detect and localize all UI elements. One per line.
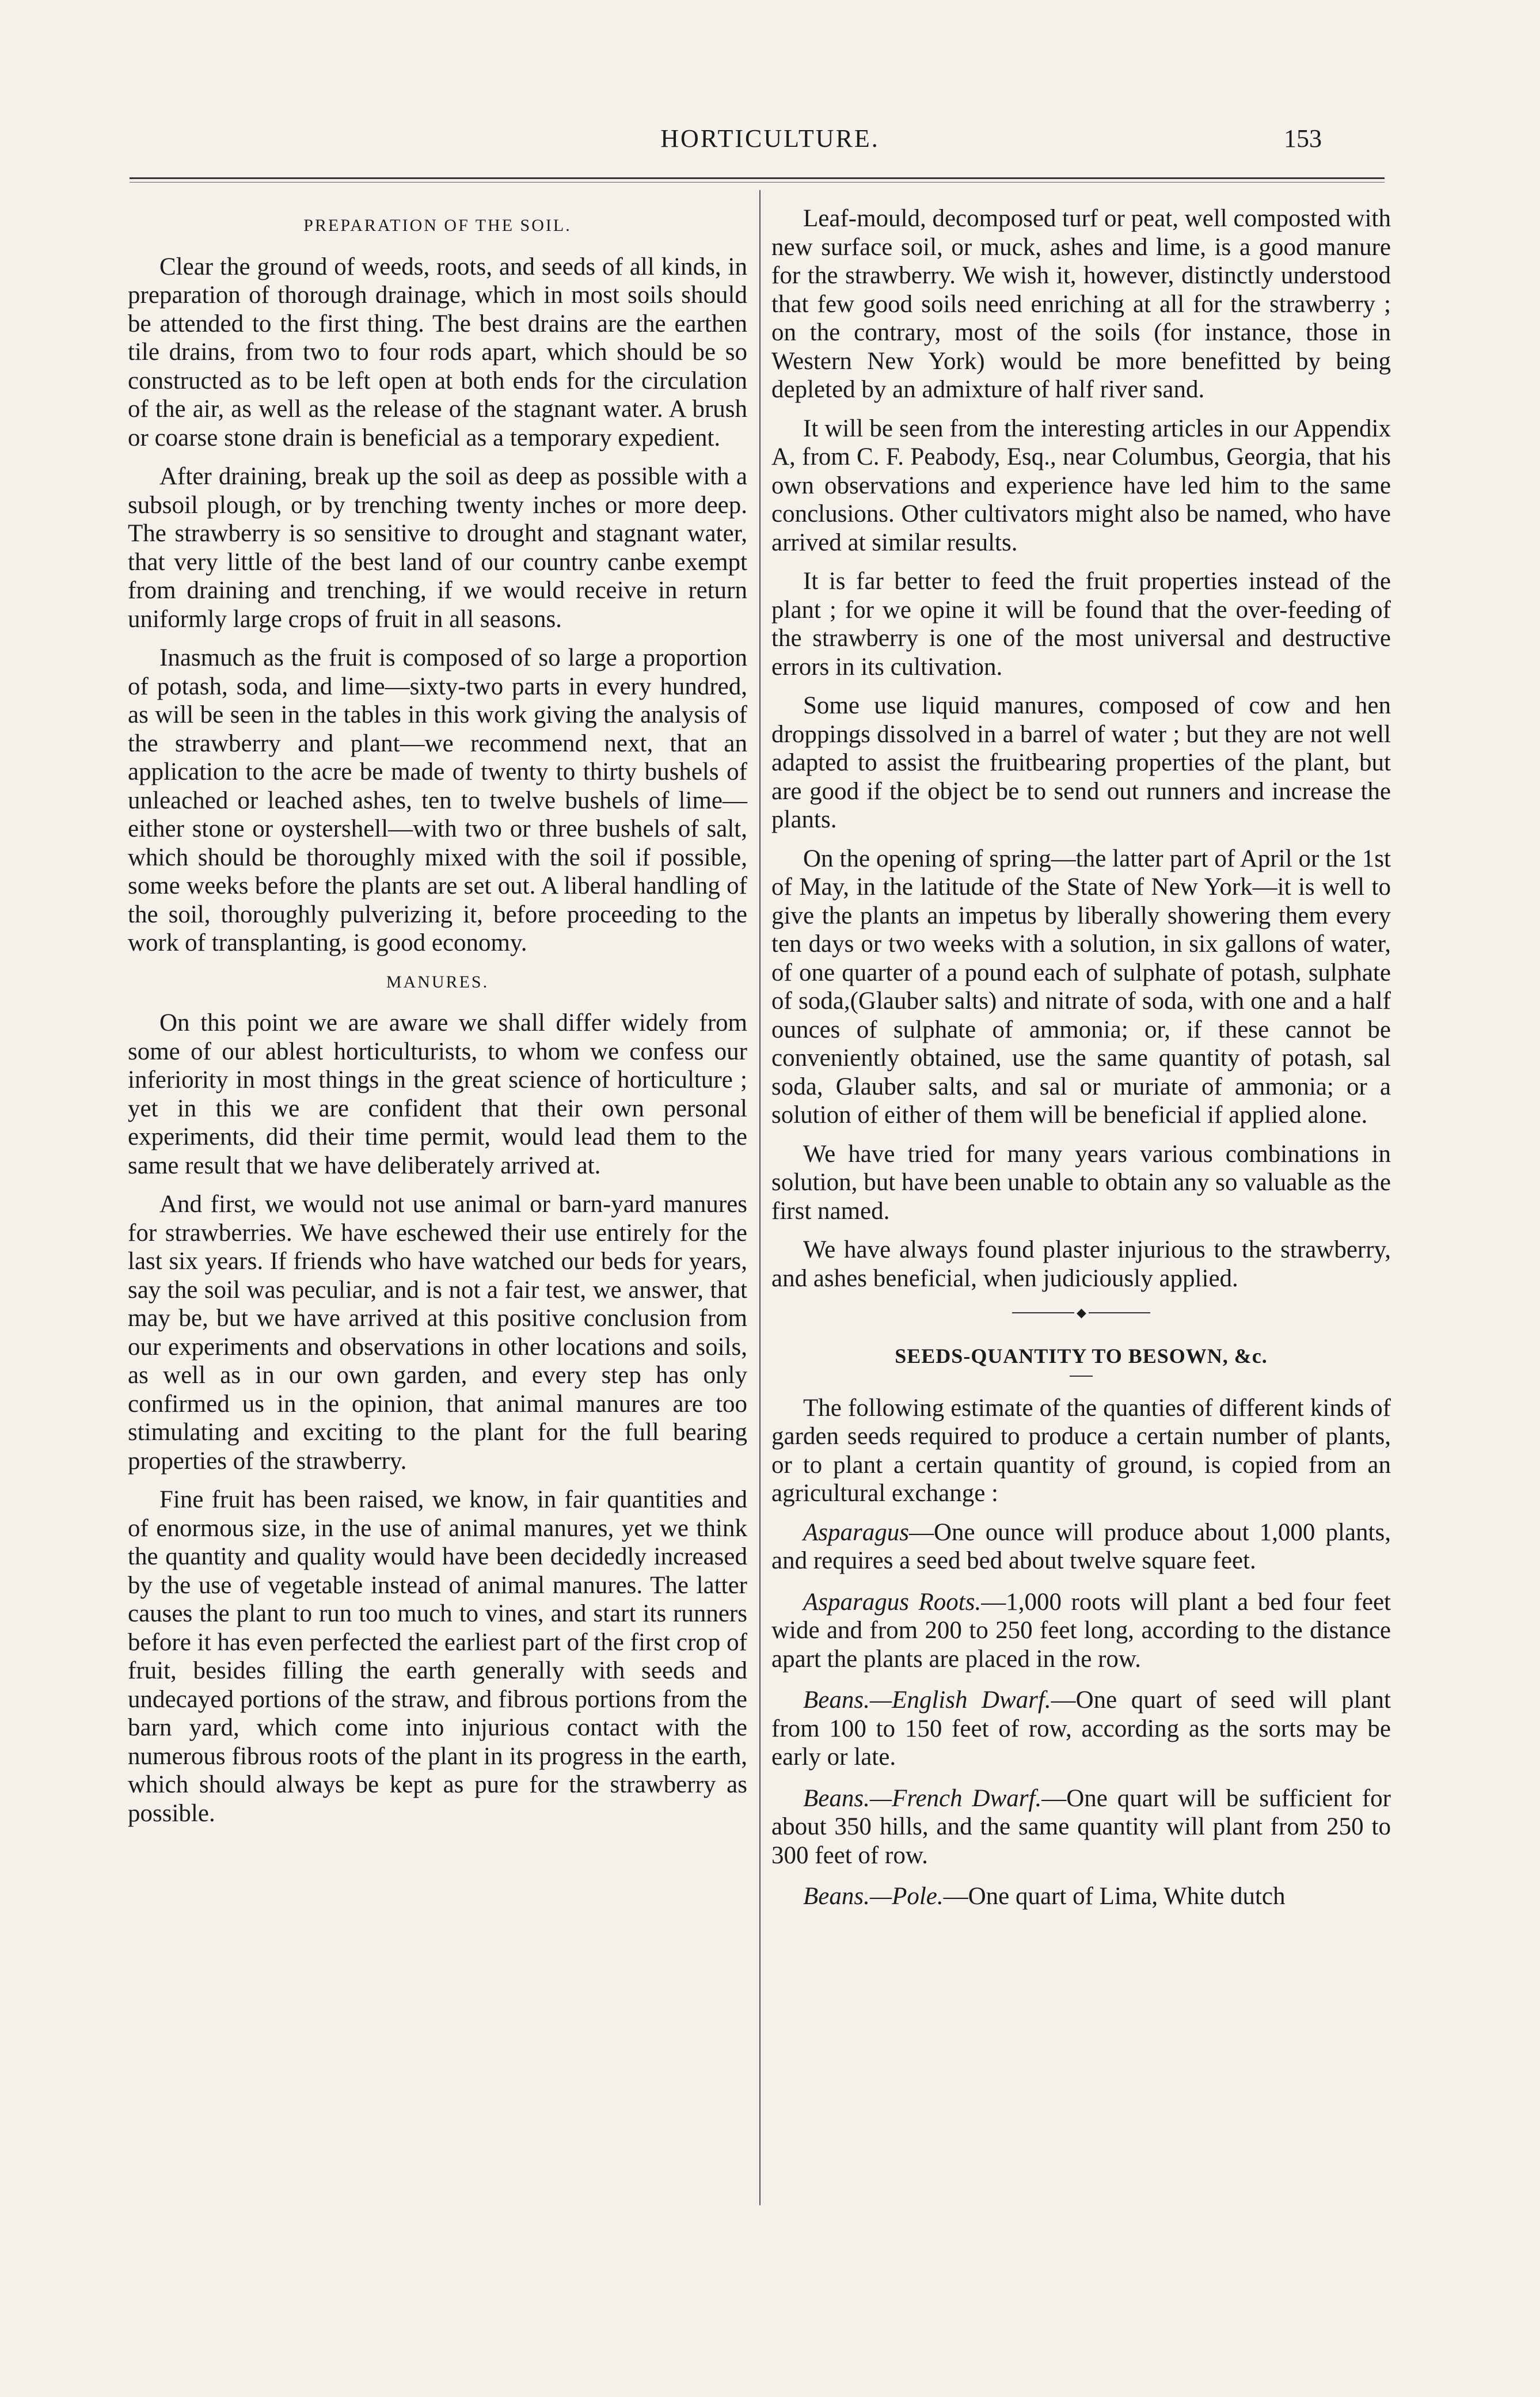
seed-entry-text: —One ounce will produce about 1,000 plants, and requires a seed bed about twelve square feet. xyxy=(771,1518,1391,1574)
paragraph: We have tried for many years various combinations in solution, but have been unable to obtain any so valuable as the first named. xyxy=(771,1140,1391,1225)
seed-entry-label: Beans.—Pole. xyxy=(803,1883,944,1910)
paragraph: On this point we are aware we shall differ widely from some of our ablest horticulturists, to whom we confess our inferiority in most things in the great science of horticulture ; yet in this we are confident that their own personal experiments, did their time permit, would lead them to the same result that we have deliberately arrived at. xyxy=(128,1009,747,1179)
seed-entry-label: Asparagus Roots. xyxy=(803,1588,982,1616)
paragraph: Inasmuch as the fruit is composed of so large a proportion of potash, soda, and lime—sixty-two parts in every hundred, as will be seen in the tables in this work giving the analysis of the strawberry and plant—we recommend next, that an application to the acre be made of twenty to thirty bushels of unleached or leached ashes, ten to twelve bushels of lime—either stone or oystershell—with two or three bushels of salt, which should be thoroughly mixed with the soil if possible, some weeks before the plants are set out. A liberal handling of the soil, thoroughly pulverizing it, before proceeding to the work of transplanting, is good economy. xyxy=(128,644,747,956)
seed-entry-label: Asparagus xyxy=(803,1518,909,1546)
paragraph: Fine fruit has been raised, we know, in fair quantities and of enormous size, in the use of animal manures, yet we think the quantity and quality would have been decidedly increased by the use of vegetable instead of animal manures. The latter causes the plant to run too much to vines, and start its runners before it has even perfected the earliest part of the first crop of fruit, besides filling the earth generally with seeds and undecayed portions of the straw, and fibrous portions from the barn yard, which come into injurious contact with the numerous fibrous roots of the plant in its progress in the earth, which should always be kept as pure for the strawberry as possible. xyxy=(128,1486,747,1827)
paragraph: The following estimate of the quanties of different kinds of garden seeds required to produce a certain number of plants, or to plant a certain quantity of ground, is copied from an agricultural exchange : xyxy=(771,1394,1391,1507)
ornamental-divider xyxy=(1012,1305,1150,1320)
paragraph: And first, we would not use animal or barn-yard manures for strawberries. We have eschewed their use entirely for the last six years. If friends who have watched our beds for years, say the soil was peculiar, and is not a fair test, we answer, that may be, but we have arrived at this positive conclusion from our experiments and observations in other locations and soils, as well as in our own garden, and every step has only confirmed us in the opinion, that animal manures are too stimulating and exciting to the plant for the full bearing properties of the strawberry. xyxy=(128,1191,747,1475)
seed-entry xyxy=(771,1784,1391,1870)
short-rule xyxy=(1070,1376,1093,1377)
left-column xyxy=(128,204,747,1838)
seed-entry xyxy=(771,1518,1391,1575)
diamond-ornament-icon: ◆ xyxy=(1074,1306,1089,1319)
paragraph: It will be seen from the interesting articles in our Appendix A, from C. F. Peabody, Esq., near Columbus, Georgia, that his own observations and experience have led him to the same conclusions. Other cultivators might also be named, who have arrived at similar results. xyxy=(771,415,1391,556)
seed-entry-text: —One quart of Lima, White dutch xyxy=(943,1883,1286,1910)
seed-entry xyxy=(771,1882,1391,1911)
seed-entry-text: —1,000 roots will plant a bed four feet wide and from 200 to 250 feet long, according to the distance apart the plants are placed in the row. xyxy=(771,1588,1391,1673)
section-heading-preparation: PREPARATION OF THE SOIL. xyxy=(303,216,572,235)
paragraph: Some use liquid manures, composed of cow and hen droppings dissolved in a barrel of water ; but they are not well adapted to assist the fruitbearing properties of the plant, but are good if the object be to send out runners and increase the plants. xyxy=(771,692,1391,833)
page-number: 153 xyxy=(1284,124,1322,153)
seed-entry-text: —One quart will be sufficient for about 350 hills, and the same quantity will plant from 250 to 300 feet of row. xyxy=(771,1784,1391,1869)
column-divider xyxy=(759,190,761,2205)
paragraph: It is far better to feed the fruit properties instead of the plant ; for we opine it will be found that the over-feeding of the strawberry is one of the most universal and destructive errors in its cultivation. xyxy=(771,568,1391,681)
seed-entry-label: Beans.—French Dwarf. xyxy=(803,1784,1042,1812)
right-column xyxy=(771,204,1391,1924)
seed-entry xyxy=(771,1588,1391,1674)
seed-entry-label: Beans.—English Dwarf. xyxy=(803,1686,1051,1714)
seed-entry xyxy=(771,1686,1391,1772)
paragraph: Leaf-mould, decomposed turf or peat, well composted with new surface soil, or muck, ashes and lime, is a good manure for the strawberry. We wish it, however, distinctly understood that few good soils need enriching at all for the strawberry ; on the contrary, most of the soils (for instance, those in Western New York) would be more benefitted by being depleted by an admixture of half river sand. xyxy=(771,205,1391,403)
seed-entry-text: —One quart of seed will plant from 100 to 150 feet of row, according as the sorts may be early or late. xyxy=(771,1686,1391,1771)
paragraph: We have always found plaster injurious to the strawberry, and ashes beneficial, when judiciously applied. xyxy=(771,1236,1391,1292)
section-heading-manures: MANURES. xyxy=(386,972,489,992)
paragraph: After draining, break up the soil as deep as possible with a subsoil plough, or by trenching twenty inches or more deep. The strawberry is so sensitive to drought and stagnant water, that very little of the best land of our country canbe exempt from draining and trenching, if we would receive in return uniformly large crops of fruit in all seasons. xyxy=(128,463,747,633)
paragraph: Clear the ground of weeds, roots, and seeds of all kinds, in preparation of thorough drainage, which in most soils should be attended to the first thing. The best drains are the earthen tile drains, from two to four rods apart, which should be so constructed as to be left open at both ends for the circulation of the air, as well as the release of the stagnant water. A brush or coarse stone drain is beneficial as a temporary expedient. xyxy=(128,253,747,451)
paragraph: On the opening of spring—the latter part of April or the 1st of May, in the latitude of the State of New York—it is well to give the plants an impetus by liberally showering them every ten days or two weeks with a solution, in six gallons of water, of one quarter of a pound each of sulphate of potash, sulphate of soda,(Glauber salts) and nitrate of soda, with one and a half ounces of sulphate of ammonia; or, if these cannot be conveniently obtained, use the same quantity of potash, sal soda, Glauber salts, and sal or muriate of ammonia; or a solution of either of them will be beneficial if applied alone. xyxy=(771,845,1391,1129)
running-title: HORTICULTURE. xyxy=(660,124,880,153)
header-rule xyxy=(130,177,1385,183)
section-heading-seeds: SEEDS-QUANTITY TO BESOWN, &c. xyxy=(895,1344,1268,1367)
